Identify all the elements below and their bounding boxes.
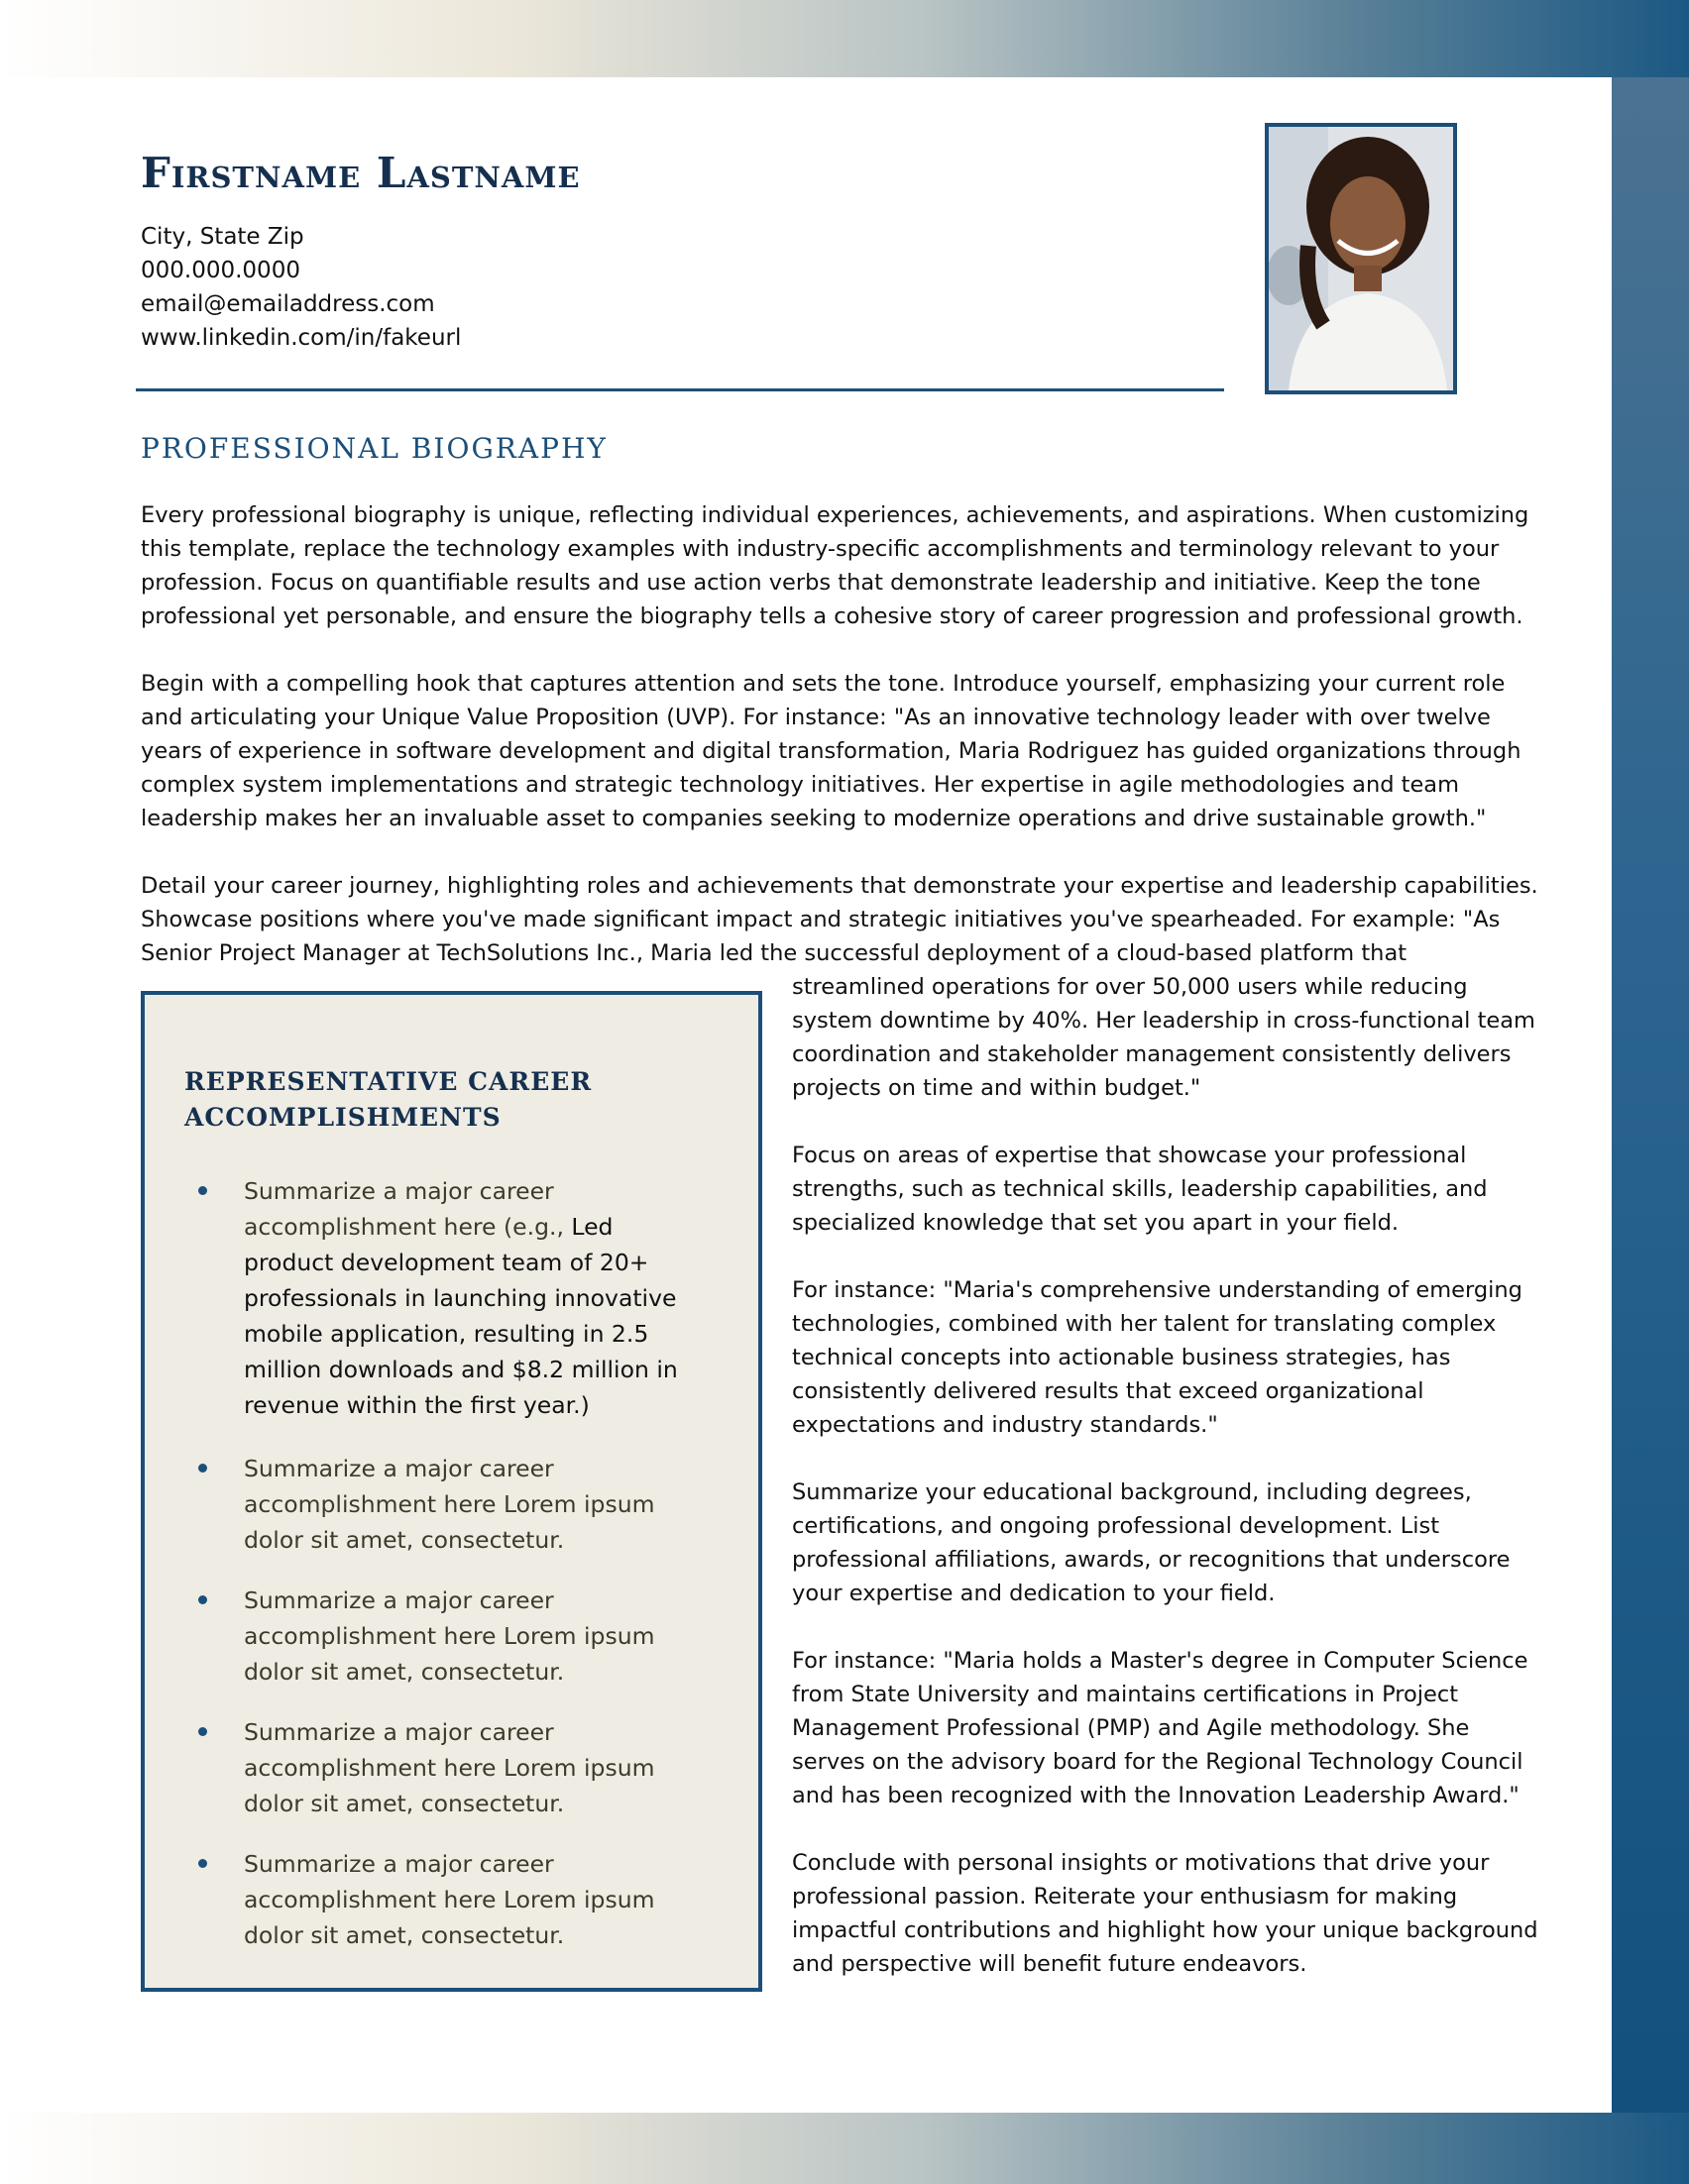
text-line: coordination and stakeholder management consistently delivers [792, 1041, 1512, 1067]
text-line: Begin with a compelling hook that captures attention and sets the tone. Introduce yourself, emphasizing your current role [141, 671, 1506, 697]
text-line: your expertise and dedication to your field. [792, 1581, 1276, 1606]
bio-paragraph-8 [792, 1846, 1538, 1981]
accomplishment-item [244, 1846, 680, 1953]
bullet-icon [198, 1464, 207, 1473]
text-line: revenue within the first year.) [244, 1391, 590, 1419]
text-line: and articulating your Unique Value Proposition (UVP). For instance: "As an innovative technology leader with over twelve [141, 705, 1491, 730]
contact-location: City, State Zip [141, 224, 304, 250]
contact-phone: 000.000.0000 [141, 258, 300, 283]
text-line: million downloads and $8.2 million in [244, 1356, 678, 1383]
text-line: strengths, such as technical skills, leadership capabilities, and [792, 1176, 1488, 1202]
text-line: projects on time and within budget." [792, 1075, 1201, 1101]
right-gradient-band [1612, 77, 1689, 2113]
title-line: REPRESENTATIVE CAREER [184, 1067, 593, 1096]
text-line: Summarize a major career [244, 1586, 554, 1614]
bio-paragraph-3 [141, 869, 1538, 970]
bio-paragraph-7 [792, 1644, 1528, 1812]
text-line: certifications, and ongoing professional development. List [792, 1513, 1440, 1539]
contact-block [141, 220, 461, 355]
accomplishments-box [141, 991, 762, 1992]
accomplishment-item [244, 1714, 680, 1821]
text-line: serves on the advisory board for the Regional Technology Council [792, 1749, 1523, 1775]
top-gradient-band [0, 0, 1689, 77]
bio-section-title: PROFESSIONAL BIOGRAPHY [141, 432, 608, 465]
text-line: accomplishment here Lorem ipsum [244, 1490, 655, 1518]
text-line: dolor sit amet, consectetur. [244, 1526, 565, 1554]
contact-linkedin: www.linkedin.com/in/fakeurl [141, 325, 462, 351]
text-line: professional affiliations, awards, or recognitions that underscore [792, 1547, 1511, 1573]
text-line: accomplishment here Lorem ipsum [244, 1622, 655, 1650]
text-line: expectations and industry standards." [792, 1412, 1218, 1438]
text-line: from State University and maintains certifications in Project [792, 1682, 1459, 1707]
bio-paragraph-3-continued [792, 970, 1535, 1105]
text-line: For instance: "Maria's comprehensive understanding of emerging [792, 1277, 1522, 1303]
text-line: dolor sit amet, consectetur. [244, 1921, 565, 1949]
text-line: impactful contributions and highlight how your unique background [792, 1917, 1538, 1943]
text-line: and perspective will benefit future endeavors. [792, 1951, 1307, 1977]
title-line: ACCOMPLISHMENTS [184, 1103, 502, 1132]
text-line: Focus on areas of expertise that showcase your professional [792, 1143, 1467, 1168]
text-line: professional passion. Reiterate your enthusiasm for making [792, 1884, 1458, 1910]
bottom-gradient-band [0, 2113, 1689, 2184]
accomplishment-item [244, 1451, 680, 1558]
bio-paragraph-1 [141, 498, 1528, 633]
text-line: Conclude with personal insights or motivations that drive your [792, 1850, 1490, 1876]
text-line: complex system implementations and strategic technology initiatives. Her expertise in agile methodologies and team [141, 772, 1460, 798]
text-line: years of experience in software development and digital transformation, Maria Rodriguez has guided organizations through [141, 738, 1521, 764]
text-line: accomplishment here Lorem ipsum [244, 1754, 655, 1782]
text-line: specialized knowledge that set you apart in your field. [792, 1210, 1400, 1236]
bio-paragraph-4 [792, 1139, 1488, 1240]
text-line: streamlined operations for over 50,000 users while reducing [792, 974, 1468, 1000]
text-line: technologies, combined with her talent for translating complex [792, 1311, 1497, 1337]
text-line: Summarize a major career [244, 1177, 554, 1205]
text-line: dolor sit amet, consectetur. [244, 1658, 565, 1686]
text-line: mobile application, resulting in 2.5 [244, 1320, 649, 1348]
text-line: Summarize a major career [244, 1455, 554, 1482]
contact-email: email@emailaddress.com [141, 291, 435, 317]
header-divider [136, 388, 1224, 391]
text-line: Summarize a major career [244, 1850, 554, 1878]
text-line: product development team of 20+ [244, 1249, 649, 1276]
text-line: Summarize a major career [244, 1718, 554, 1746]
text-line: technical concepts into actionable business strategies, has [792, 1345, 1451, 1370]
text-line: Detail your career journey, highlighting roles and achievements that demonstrate your expertise and leadership capabilities. [141, 873, 1538, 899]
text-line: this template, replace the technology examples with industry-specific accomplishments and terminology relevant to your [141, 536, 1500, 562]
candidate-name: Firstname Lastname [141, 149, 581, 197]
text-muted: accomplishment here (e.g., [244, 1213, 564, 1241]
accomplishments-title [184, 1064, 592, 1136]
text-line: For instance: "Maria holds a Master's degree in Computer Science [792, 1648, 1528, 1674]
bio-paragraph-2 [141, 667, 1528, 835]
text-line: Summarize your educational background, including degrees, [792, 1479, 1472, 1505]
accomplishment-item [244, 1583, 680, 1690]
bullet-icon [198, 1186, 207, 1195]
text-line [244, 1209, 680, 1245]
text-line: consistently delivered results that exceed organizational [792, 1378, 1424, 1404]
text-line: Management Professional (PMP) and Agile methodology. She [792, 1715, 1470, 1741]
text-line: leadership makes her an invaluable asset to companies seeking to modernize operations and drive sustainable growth." [141, 806, 1487, 831]
profile-photo [1265, 123, 1457, 394]
text-line: Every professional biography is unique, reflecting individual experiences, achievements, and aspirations. When customizing [141, 502, 1529, 528]
text-line: dolor sit amet, consectetur. [244, 1790, 565, 1817]
text-line: and has been recognized with the Innovation Leadership Award." [792, 1783, 1520, 1808]
bullet-icon [198, 1727, 207, 1736]
text-line: professional yet personable, and ensure the biography tells a cohesive story of career progression and professional growth. [141, 603, 1523, 629]
text-line: accomplishment here Lorem ipsum [244, 1886, 655, 1913]
accomplishment-item [244, 1173, 680, 1423]
bullet-icon [198, 1595, 207, 1604]
text-line: Senior Project Manager at TechSolutions Inc., Maria led the successful deployment of a cloud-based platform that [141, 940, 1408, 966]
text-line: system downtime by 40%. Her leadership in cross-functional team [792, 1008, 1535, 1034]
text-dark: Led [563, 1213, 614, 1241]
text-line: professionals in launching innovative [244, 1284, 677, 1312]
text-line: profession. Focus on quantifiable results and use action verbs that demonstrate leadership and initiative. Keep the tone [141, 570, 1481, 596]
text-line: Showcase positions where you've made significant impact and strategic initiatives you've spearheaded. For example: "As [141, 907, 1501, 932]
bio-paragraph-5 [792, 1273, 1522, 1442]
bullet-icon [198, 1859, 207, 1868]
bio-paragraph-6 [792, 1475, 1510, 1610]
